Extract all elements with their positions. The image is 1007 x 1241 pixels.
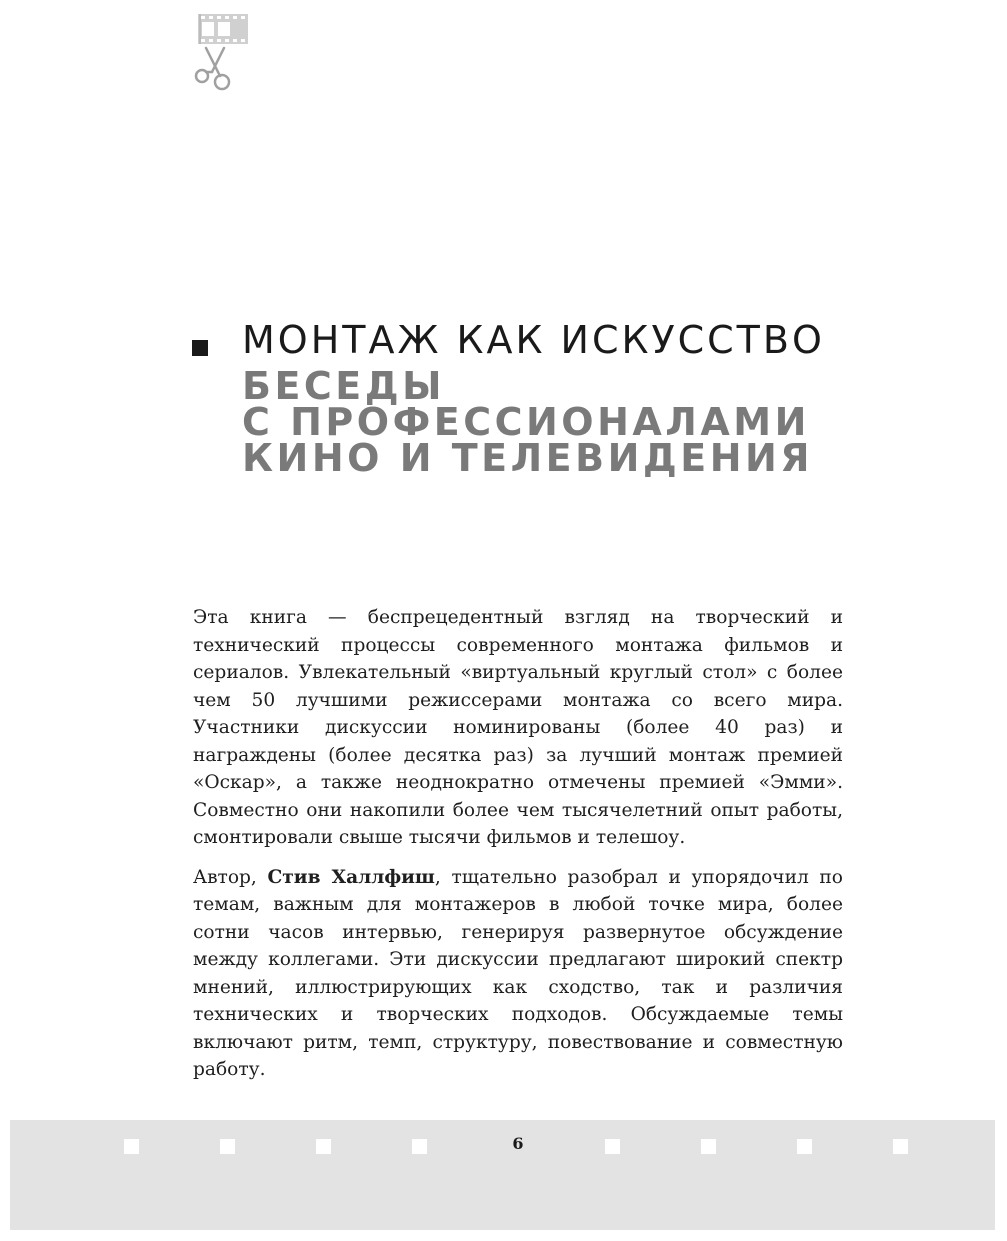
footer-square	[893, 1139, 908, 1154]
author-name: Стив Халлфиш	[267, 866, 435, 888]
page-number: 6	[512, 1134, 524, 1153]
subtitle-line: БЕСЕДЫ	[242, 364, 445, 408]
film-scissors-icon	[188, 10, 252, 94]
footer-square	[220, 1139, 235, 1154]
subtitle-line: КИНО И ТЕЛЕВИДЕНИЯ	[242, 436, 814, 480]
footer-square	[124, 1139, 139, 1154]
title-bullet	[192, 340, 208, 356]
book-title: МОНТАЖ КАК ИСКУССТВО	[242, 318, 825, 362]
footer-square	[605, 1139, 620, 1154]
footer-square	[316, 1139, 331, 1154]
paragraph-2-rest: , тщательно разобрал и упорядочил по темам, важным для монтажеров в любой точке мира, более сотни часов интервью, генерируя развернутое обсуждение между коллегами. Эти дискуссии предлагают широкий спектр мнений, иллюстрирующих как сходство, так и различия технических и творческих подходов. Обсуждаемые темы включают ритм, темп, структуру, повествование и совместную работу.	[193, 866, 843, 1080]
paragraph-1: Эта книга — беспрецедентный взгляд на творческий и технический процессы современного монтажа фильмов и сериалов. Увлекательный «виртуальный круглый стол» с более чем 50 лучшими режиссерами монтажа со всего мира. Участники дискуссии номинированы (более 40 раз) и награждены (более десятка раз) за лучший монтаж премией «Оскар», а также неоднократно отмечены премией «Эмми». Совместно они накопили более чем тысячелетний опыт работы, смонтировали свыше тысячи фильмов и телешоу.	[193, 607, 843, 848]
paragraph-2-prefix: Автор,	[193, 866, 268, 888]
footer-square	[412, 1139, 427, 1154]
paragraph-2	[193, 864, 843, 1084]
page-footer	[10, 1120, 995, 1230]
footer-square	[797, 1139, 812, 1154]
subtitle-line: С ПРОФЕССИОНАЛАМИ	[242, 400, 810, 444]
footer-square	[701, 1139, 716, 1154]
book-subtitle	[242, 364, 814, 480]
description	[193, 604, 843, 1096]
